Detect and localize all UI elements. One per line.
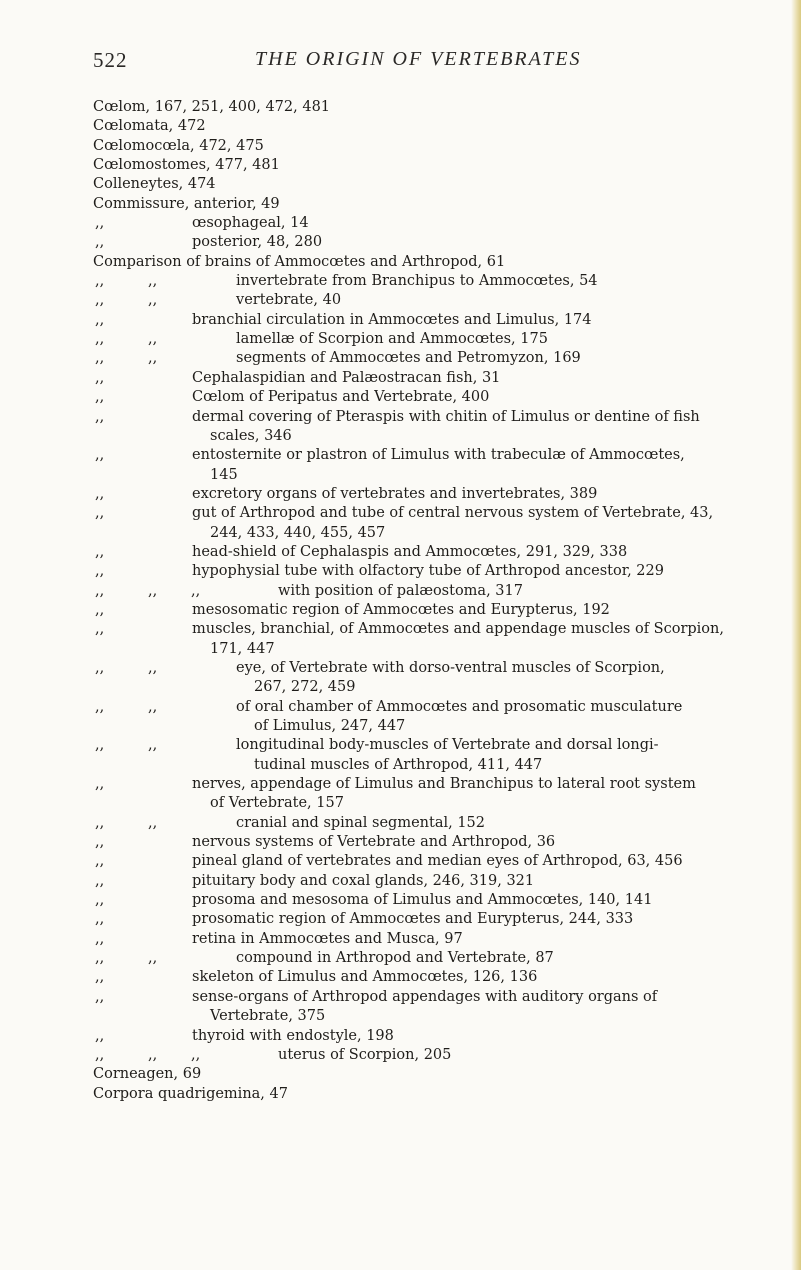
- index-subentry: [93, 949, 793, 968]
- entry-continuation: 171, 447: [210, 640, 275, 657]
- entry-continuation: scales, 346: [210, 427, 292, 444]
- index-subentry: [93, 214, 793, 233]
- entry-text: Corpora quadrigemina, 47: [93, 1085, 288, 1102]
- entry-text: pineal gland of vertebrates and median eyes of Arthropod, 63, 456: [192, 853, 683, 870]
- ditto-mark: ,,: [95, 601, 105, 618]
- index-subentry: [93, 349, 793, 368]
- index-heading: [93, 195, 793, 214]
- index-subentry: [93, 388, 793, 407]
- entry-text: Cœlomocœla, 472, 475: [93, 137, 264, 154]
- index-subentry: [93, 872, 793, 891]
- entry-text: Comparison of brains of Ammocœtes and Arthropod, 61: [93, 253, 506, 270]
- index-subentry: [93, 369, 793, 388]
- index-subentry: [93, 485, 793, 504]
- index-subentry: [93, 852, 793, 871]
- ditto-mark: ,,: [148, 950, 158, 967]
- ditto-mark: ,,: [95, 872, 105, 889]
- entry-text: nervous systems of Vertebrate and Arthropod, 36: [192, 834, 556, 851]
- index-heading: [93, 98, 793, 117]
- ditto-mark: ,,: [95, 273, 105, 290]
- page-edge: [791, 0, 801, 1270]
- ditto-mark: ,,: [95, 311, 105, 328]
- index-subentry: [93, 891, 793, 910]
- ditto-mark: ,,: [148, 1046, 158, 1063]
- entry-continuation: of Limulus, 247, 447: [254, 718, 406, 734]
- ditto-mark: ,,: [95, 563, 105, 580]
- entry-text: muscles, branchial, of Ammocœtes and appendage muscles of Scorpion,: [192, 621, 724, 638]
- ditto-mark: ,,: [148, 698, 158, 715]
- entry-text: Cœlomata, 472: [93, 118, 206, 135]
- entry-continuation: 145: [210, 466, 238, 483]
- index-heading: [93, 1085, 793, 1104]
- ditto-mark: ,,: [95, 698, 105, 715]
- entry-text: branchial circulation in Ammocœtes and Limulus, 174: [192, 311, 592, 328]
- entry-text: dermal covering of Pteraspis with chitin of Limulus or dentine of fish: [192, 408, 700, 425]
- index-subentry: [93, 330, 793, 349]
- entry-text: with position of palæostoma, 317: [278, 582, 523, 599]
- index-subentry: [93, 1027, 793, 1046]
- ditto-mark: ,,: [148, 737, 158, 754]
- ditto-mark: ,,: [95, 331, 105, 348]
- entry-text: prosomatic region of Ammocœtes and Eurypterus, 244, 333: [192, 911, 634, 928]
- ditto-mark: ,,: [95, 988, 105, 1005]
- index-subentry: [93, 1046, 793, 1065]
- ditto-mark: ,,: [148, 292, 158, 309]
- index-subentry: [93, 736, 793, 775]
- entry-text: compound in Arthropod and Vertebrate, 87: [236, 950, 554, 967]
- ditto-mark: ,,: [95, 505, 105, 522]
- entry-text: retina in Ammocœtes and Musca, 97: [192, 930, 463, 947]
- ditto-mark: ,,: [95, 930, 105, 947]
- entry-continuation: 267, 272, 459: [254, 679, 356, 696]
- entry-continuation: 244, 433, 440, 455, 457: [210, 524, 386, 541]
- index-subentry: [93, 659, 793, 698]
- ditto-mark: ,,: [95, 292, 105, 309]
- index-heading: [93, 175, 793, 194]
- index-subentry: [93, 814, 793, 833]
- ditto-mark: ,,: [148, 582, 158, 599]
- index-list: [93, 98, 793, 1104]
- entry-text: Cœlom of Peripatus and Vertebrate, 400: [192, 389, 490, 406]
- entry-continuation: of Vertebrate, 157: [210, 795, 344, 812]
- index-subentry: [93, 930, 793, 949]
- entry-text: invertebrate from Branchipus to Ammocœtes, 54: [236, 273, 598, 290]
- entry-text: sense-organs of Arthropod appendages with auditory organs of: [192, 988, 658, 1005]
- ditto-mark: ,,: [95, 737, 105, 754]
- running-title: THE ORIGIN OF VERTEBRATES: [255, 48, 582, 70]
- ditto-mark: ,,: [95, 776, 105, 793]
- index-subentry: [93, 291, 793, 310]
- ditto-mark: ,,: [95, 389, 105, 406]
- ditto-mark: ,,: [148, 331, 158, 348]
- index-heading: [93, 117, 793, 136]
- index-subentry: [93, 311, 793, 330]
- entry-text: head-shield of Cephalaspis and Ammocœtes, 291, 329, 338: [192, 543, 628, 560]
- ditto-mark: ,,: [95, 1046, 105, 1063]
- entry-text: gut of Arthropod and tube of central nervous system of Vertebrate, 43,: [192, 505, 714, 522]
- index-subentry: [93, 543, 793, 562]
- index-subentry: [93, 601, 793, 620]
- ditto-mark: ,,: [191, 1046, 201, 1063]
- index-subentry: [93, 233, 793, 252]
- entry-text: Cephalaspidian and Palæostracan fish, 31: [192, 369, 501, 386]
- index-heading: [93, 1065, 793, 1084]
- index-subentry: [93, 910, 793, 929]
- entry-text: mesosomatic region of Ammocœtes and Eurypterus, 192: [192, 601, 610, 618]
- entry-text: eye, of Vertebrate with dorso-ventral muscles of Scorpion,: [236, 659, 665, 676]
- ditto-mark: ,,: [95, 215, 105, 232]
- entry-text: Cœlomostomes, 477, 481: [93, 157, 280, 174]
- entry-text: entosternite or plastron of Limulus with trabeculæ of Ammocœtes,: [192, 447, 685, 464]
- index-subentry: [93, 698, 793, 737]
- ditto-mark: ,,: [95, 814, 105, 831]
- ditto-mark: ,,: [95, 621, 105, 638]
- entry-continuation: tudinal muscles of Arthropod, 411, 447: [254, 756, 543, 773]
- ditto-mark: ,,: [95, 369, 105, 386]
- ditto-mark: ,,: [191, 582, 201, 599]
- entry-text: posterior, 48, 280: [192, 234, 323, 251]
- ditto-mark: ,,: [95, 408, 105, 425]
- entry-text: excretory organs of vertebrates and invertebrates, 389: [192, 485, 598, 502]
- ditto-mark: ,,: [95, 950, 105, 967]
- entry-text: of oral chamber of Ammocœtes and prosomatic musculature: [236, 698, 683, 715]
- entry-text: thyroid with endostyle, 198: [192, 1027, 394, 1044]
- ditto-mark: ,,: [95, 1027, 105, 1044]
- entry-continuation: Vertebrate, 375: [210, 1008, 326, 1025]
- ditto-mark: ,,: [148, 659, 158, 676]
- index-subentry: [93, 446, 793, 485]
- entry-text: segments of Ammocœtes and Petromyzon, 169: [236, 350, 581, 367]
- entry-text: œsophageal, 14: [192, 215, 309, 232]
- index-subentry: [93, 620, 793, 659]
- entry-text: Corneagen, 69: [93, 1066, 202, 1083]
- index-subentry: [93, 408, 793, 447]
- ditto-mark: ,,: [95, 234, 105, 251]
- ditto-mark: ,,: [95, 350, 105, 367]
- ditto-mark: ,,: [148, 814, 158, 831]
- entry-text: uterus of Scorpion, 205: [278, 1046, 452, 1063]
- index-subentry: [93, 504, 793, 543]
- ditto-mark: ,,: [95, 911, 105, 928]
- entry-text: lamellæ of Scorpion and Ammocœtes, 175: [236, 331, 548, 348]
- entry-text: Colleneytes, 474: [93, 176, 216, 193]
- ditto-mark: ,,: [95, 892, 105, 909]
- entry-text: Commissure, anterior, 49: [93, 195, 280, 212]
- index-heading: [93, 137, 793, 156]
- page-header: [0, 48, 801, 78]
- ditto-mark: ,,: [95, 485, 105, 502]
- ditto-mark: ,,: [95, 582, 105, 599]
- entry-text: nerves, appendage of Limulus and Branchipus to lateral root system: [192, 776, 696, 793]
- entry-text: hypophysial tube with olfactory tube of Arthropod ancestor, 229: [192, 563, 664, 580]
- entry-text: cranial and spinal segmental, 152: [236, 814, 486, 831]
- ditto-mark: ,,: [95, 853, 105, 870]
- ditto-mark: ,,: [95, 659, 105, 676]
- index-heading: [93, 253, 793, 272]
- entry-text: Cœlom, 167, 251, 400, 472, 481: [93, 99, 331, 115]
- index-subentry: [93, 272, 793, 291]
- ditto-mark: ,,: [148, 350, 158, 367]
- index-heading: [93, 156, 793, 175]
- entry-text: longitudinal body-muscles of Vertebrate and dorsal longi-: [236, 737, 659, 754]
- entry-text: pituitary body and coxal glands, 246, 319, 321: [192, 872, 535, 889]
- index-subentry: [93, 582, 793, 601]
- index-subentry: [93, 968, 793, 987]
- index-subentry: [93, 562, 793, 581]
- entry-text: skeleton of Limulus and Ammocœtes, 126, 136: [192, 969, 538, 986]
- entry-text: vertebrate, 40: [236, 292, 342, 309]
- index-subentry: [93, 988, 793, 1027]
- ditto-mark: ,,: [95, 969, 105, 986]
- ditto-mark: ,,: [95, 447, 105, 464]
- entry-text: prosoma and mesosoma of Limulus and Ammocœtes, 140, 141: [192, 892, 653, 909]
- index-subentry: [93, 833, 793, 852]
- ditto-mark: ,,: [95, 543, 105, 560]
- ditto-mark: ,,: [148, 273, 158, 290]
- index-subentry: [93, 775, 793, 814]
- ditto-mark: ,,: [95, 834, 105, 851]
- page-number: 522: [93, 48, 128, 72]
